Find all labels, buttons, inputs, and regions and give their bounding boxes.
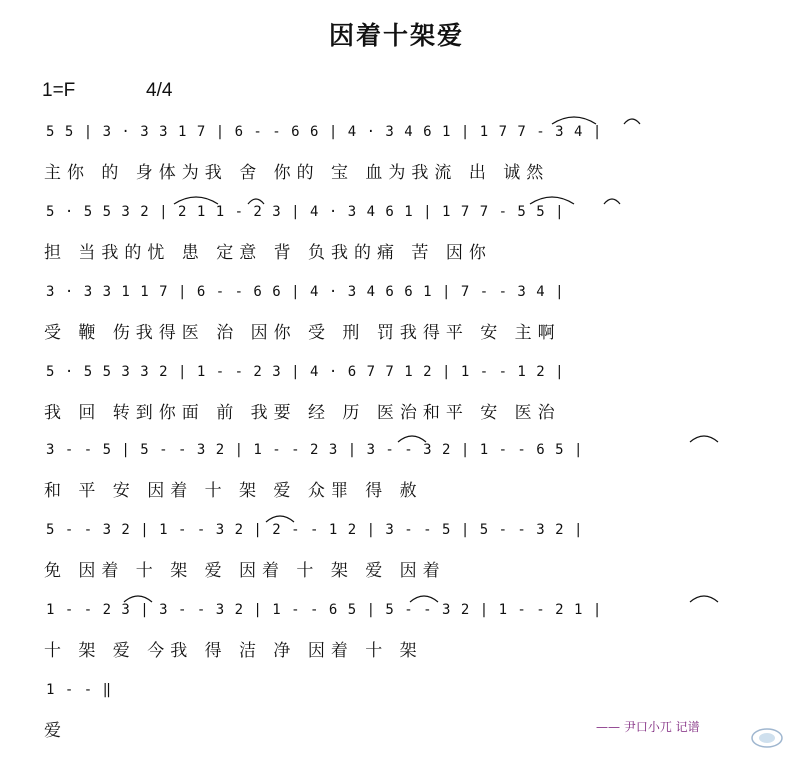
notation-line-6: 5 - - 3 2 | 1 - - 3 2 | 2 - - 1 2 | 3 - - 5 | 5 - - 3 2 | — [46, 522, 584, 538]
slur-3 — [174, 197, 218, 204]
key-signature: 1=F — [42, 80, 76, 101]
notation-line-7: 1 - - 2 3 | 3 - - 3 2 | 1 - - 6 5 | 5 - - 3 2 | 1 - - 2 1 | — [46, 602, 603, 618]
time-signature: 4/4 — [146, 80, 173, 101]
slur-5 — [530, 197, 574, 204]
watermark-logo-icon — [750, 726, 784, 750]
lyric-line-3: 受 鞭 伤我得医 治 因你 受 刑 罚我得平 安 主啊 — [44, 323, 561, 343]
notation-line-5: 3 - - 5 | 5 - - 3 2 | 1 - - 2 3 | 3 - - 3 2 | 1 - - 6 5 | — [46, 442, 584, 458]
lyric-line-2: 担 当我的忧 患 定意 背 负我的痛 苦 因你 — [44, 243, 492, 263]
lyric-line-8: 爱 — [44, 721, 67, 741]
notation-line-3: 3 · 3 3 1 1 7 | 6 - - 6 6 | 4 · 3 4 6 6 1 | 7 - - 3 4 | — [46, 284, 565, 300]
transcriber-credit — [596, 718, 700, 735]
lyric-line-4: 我 回 转到你面 前 我要 经 历 医治和平 安 医治 — [44, 403, 561, 423]
credit-dash: —— — [596, 720, 620, 734]
notation-line-2: 5 · 5 5 3 2 | 2 1 1 - 2 3 | 4 · 3 4 6 1 | 1 7 7 - 5 5 | — [46, 204, 565, 220]
lyric-line-5: 和 平 安 因着 十 架 爱 众罪 得 赦 — [44, 481, 423, 501]
notation-line-4: 5 · 5 5 3 3 2 | 1 - - 2 3 | 4 · 6 7 7 1 2 | 1 - - 1 2 | — [46, 364, 565, 380]
slur-1 — [552, 117, 596, 124]
lyric-line-6: 免 因着 十 架 爱 因着 十 架 爱 因着 — [44, 561, 446, 581]
song-title: 因着十架爱 — [328, 21, 464, 50]
notation-line-1: 5 5 | 3 · 3 3 1 7 | 6 - - 6 6 | 4 · 3 4 6 1 | 1 7 7 - 3 4 | — [46, 124, 603, 140]
lyric-line-7: 十 架 爱 今我 得 洁 净 因着 十 架 — [44, 641, 423, 661]
credit-text: 尹口小兀 记谱 — [623, 720, 700, 734]
lyric-line-1: 主你 的 身体为我 舍 你的 宝 血为我流 出 诚然 — [44, 163, 550, 183]
notation-line-8: 1 - - ‖ — [46, 682, 113, 698]
